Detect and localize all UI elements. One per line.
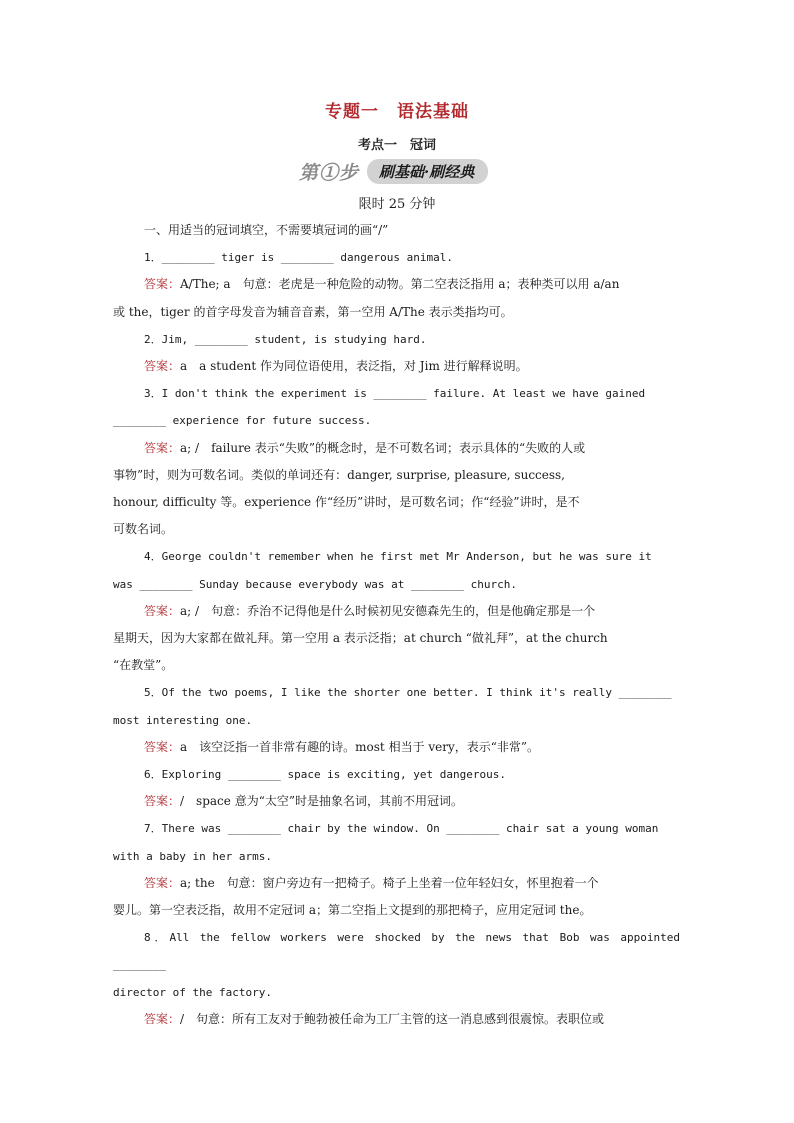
answer-line [113,353,680,380]
question-line: 5．Of the two poems, I like the shorter one better. I think it's really ________ [144,686,672,700]
section-instruction: 一、用适当的冠词填空，不需要填冠词的画“/” [144,223,389,237]
answer-text: “在教堂”。 [113,658,174,673]
answer-line [113,271,680,298]
answer-text: 可数名词。 [113,522,174,537]
question-line: director of the factory. [113,985,272,999]
time-limit: 限时 25 分钟 [358,197,436,212]
answer-line [113,598,680,625]
step-pill: 刷基础·刷经典 [367,159,488,184]
question-line: 2．Jim, ________ student, is studying hard. [144,332,427,346]
answer-label: 答案： [144,277,181,292]
question-line: 7．There was ________ chair by the window. On ________ chair sat a young woman [144,822,659,836]
answer-text: a; / 句意：乔治不记得他是什么时候初见安德森先生的，但是他确定那是一个 [180,603,596,618]
step-label: 第①步 [299,161,360,184]
answer-line [113,516,680,543]
question-line: 4．George couldn't remember when he first met Mr Anderson, but he was sure it [144,550,652,564]
answer-line [113,652,680,679]
answer-line [113,734,680,761]
step-banner [299,158,488,184]
answer-text: / 句意：所有工友对于鲍勃被任命为工厂主管的这一消息感到很震惊。表职位或 [180,1011,605,1026]
answer-label: 答案： [144,739,181,754]
answer-text: 或 the，tiger 的首字母发音为辅音音素，第一空用 A/The 表示类指均可。 [113,304,513,319]
answer-label: 答案： [144,359,181,374]
exercise-item [113,679,680,761]
question-line: 8．All the fellow workers were shocked by the news that Bob was appointed ________ [113,931,680,972]
exercise-item [113,244,680,326]
question-line: was ________ Sunday because everybody was at ________ church. [113,577,517,591]
page-title: 专题一 语法基础 [325,102,469,122]
answer-line [113,462,680,489]
answer-text: a; the 句意：窗户旁边有一把椅子。椅子上坐着一位年轻妇女，怀里抱着一个 [180,875,599,890]
exercise-item [113,380,680,543]
answer-label: 答案： [144,794,181,809]
answer-text: 事物”时，则为可数名词。类似的单词还有：danger, surprise, pleasure, success, [113,467,565,482]
answer-line [113,489,680,516]
answer-label: 答案： [144,875,181,890]
answer-text: 婴儿。第一空表泛指，故用不定冠词 a；第二空指上文提到的那把椅子，应用定冠词 the。 [113,903,592,918]
answer-line [113,299,680,326]
answer-text: a; / failure 表示“失败”的概念时，是不可数名词；表示具体的“失败的人或 [180,440,586,455]
answer-text: honour, difficulty 等。experience 作“经历”讲时，是可数名词；作“经验”讲时，是不 [113,495,580,510]
answer-line [113,1006,680,1033]
answer-label: 答案： [144,1011,181,1026]
exercise-item [113,761,680,815]
answer-line [113,870,680,897]
exercise-item [113,815,680,924]
answer-text: a 该空泛指一首非常有趣的诗。most 相当于 very，表示“非常”。 [180,739,540,754]
answer-text: 星期天，因为大家都在做礼拜。第一空用 a 表示泛指；at church “做礼拜”，at the church [113,631,608,646]
question-line: 1．________ tiger is ________ dangerous animal. [144,251,454,265]
answer-label: 答案： [144,440,181,455]
question-line: 3．I don't think the experiment is ________ failure. At least we have gained [144,387,646,401]
answer-label: 答案： [144,603,181,618]
question-line: most interesting one. [113,713,253,727]
question-line: ________ experience for future success. [113,414,372,428]
exercise-item [113,326,680,380]
exercise-item [113,924,680,1033]
exercise-item [113,543,680,679]
exercise-content [113,217,680,1033]
answer-line [113,435,680,462]
answer-text: / space 意为“太空”时是抽象名词，其前不用冠词。 [180,794,463,809]
answer-text: A/The; a 句意：老虎是一种危险的动物。第二空表泛指用 a；表种类可以用 a/an [180,277,620,292]
section-subtitle: 考点一 冠词 [357,138,436,153]
answer-line [113,897,680,924]
question-line: 6．Exploring ________ space is exciting, yet dangerous. [144,768,506,782]
answer-line [113,625,680,652]
question-line: with a baby in her arms. [113,849,272,863]
answer-line [113,788,680,815]
answer-text: a a student 作为同位语使用，表泛指，对 Jim 进行解释说明。 [180,359,528,374]
